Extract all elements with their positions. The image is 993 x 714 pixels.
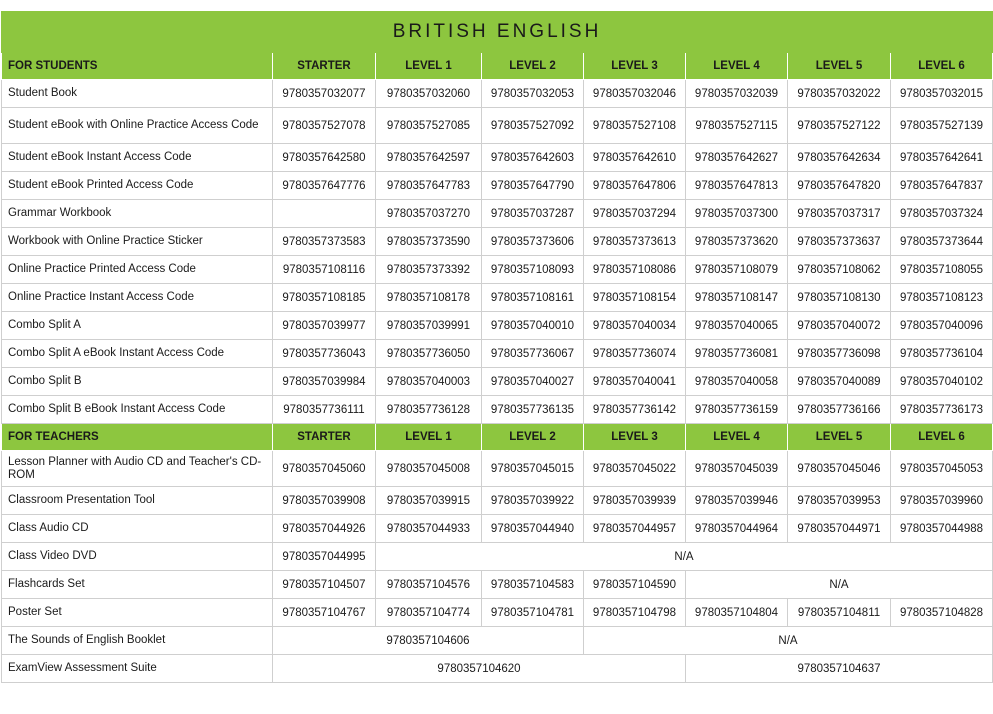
isbn-cell: 9780357045060 bbox=[273, 451, 376, 487]
isbn-cell: 9780357736043 bbox=[273, 340, 376, 368]
column-header: LEVEL 5 bbox=[788, 53, 891, 80]
isbn-cell: 9780357045046 bbox=[788, 451, 891, 487]
isbn-cell: 9780357044926 bbox=[273, 515, 376, 543]
isbn-cell: 9780357032060 bbox=[376, 80, 482, 108]
isbn-cell: 9780357044933 bbox=[376, 515, 482, 543]
isbn-cell: 9780357039939 bbox=[584, 487, 686, 515]
table-row bbox=[2, 571, 993, 599]
column-header: LEVEL 6 bbox=[891, 53, 993, 80]
isbn-cell: 9780357104606 bbox=[273, 627, 584, 655]
isbn-cell: 9780357108062 bbox=[788, 256, 891, 284]
product-name: Poster Set bbox=[2, 599, 273, 627]
isbn-cell: 9780357108116 bbox=[273, 256, 376, 284]
isbn-cell: 9780357032022 bbox=[788, 80, 891, 108]
table-row bbox=[2, 80, 993, 108]
isbn-cell: 9780357044964 bbox=[686, 515, 788, 543]
isbn-cell: 9780357039908 bbox=[273, 487, 376, 515]
isbn-cell: 9780357040027 bbox=[482, 368, 584, 396]
isbn-cell: 9780357647813 bbox=[686, 172, 788, 200]
isbn-table bbox=[1, 11, 993, 683]
isbn-table-container bbox=[1, 0, 992, 683]
table-row bbox=[2, 599, 993, 627]
table-row bbox=[2, 396, 993, 424]
column-header: LEVEL 1 bbox=[376, 53, 482, 80]
isbn-cell: 9780357373606 bbox=[482, 228, 584, 256]
product-name: The Sounds of English Booklet bbox=[2, 627, 273, 655]
product-name: Workbook with Online Practice Sticker bbox=[2, 228, 273, 256]
table-row bbox=[2, 228, 993, 256]
product-name: Online Practice Instant Access Code bbox=[2, 284, 273, 312]
isbn-cell: 9780357037324 bbox=[891, 200, 993, 228]
isbn-cell: 9780357045053 bbox=[891, 451, 993, 487]
isbn-cell: 9780357039977 bbox=[273, 312, 376, 340]
isbn-cell: 9780357039915 bbox=[376, 487, 482, 515]
table-row bbox=[2, 312, 993, 340]
isbn-cell: 9780357104781 bbox=[482, 599, 584, 627]
product-name: Combo Split A bbox=[2, 312, 273, 340]
isbn-cell: 9780357040102 bbox=[891, 368, 993, 396]
isbn-cell: 9780357642603 bbox=[482, 144, 584, 172]
isbn-cell: 9780357040089 bbox=[788, 368, 891, 396]
isbn-cell: 9780357032015 bbox=[891, 80, 993, 108]
isbn-cell: 9780357736166 bbox=[788, 396, 891, 424]
isbn-cell: 9780357736104 bbox=[891, 340, 993, 368]
product-name: Online Practice Printed Access Code bbox=[2, 256, 273, 284]
isbn-cell: 9780357373583 bbox=[273, 228, 376, 256]
isbn-cell: 9780357527139 bbox=[891, 108, 993, 144]
isbn-cell: 9780357039984 bbox=[273, 368, 376, 396]
table-row bbox=[2, 543, 993, 571]
isbn-cell: N/A bbox=[686, 571, 993, 599]
column-header: STARTER bbox=[273, 424, 376, 451]
isbn-cell: 9780357045039 bbox=[686, 451, 788, 487]
column-header: LEVEL 5 bbox=[788, 424, 891, 451]
isbn-cell: 9780357373644 bbox=[891, 228, 993, 256]
column-header: LEVEL 2 bbox=[482, 424, 584, 451]
column-header: LEVEL 6 bbox=[891, 424, 993, 451]
isbn-cell: 9780357045022 bbox=[584, 451, 686, 487]
column-header: LEVEL 3 bbox=[584, 53, 686, 80]
isbn-cell: 9780357045008 bbox=[376, 451, 482, 487]
isbn-cell: 9780357104828 bbox=[891, 599, 993, 627]
table-row bbox=[2, 256, 993, 284]
isbn-cell: 9780357045015 bbox=[482, 451, 584, 487]
isbn-cell: 9780357647806 bbox=[584, 172, 686, 200]
table-row bbox=[2, 284, 993, 312]
isbn-cell: 9780357736159 bbox=[686, 396, 788, 424]
isbn-cell: 9780357527115 bbox=[686, 108, 788, 144]
product-name: Combo Split A eBook Instant Access Code bbox=[2, 340, 273, 368]
isbn-cell: 9780357647783 bbox=[376, 172, 482, 200]
isbn-cell: 9780357108147 bbox=[686, 284, 788, 312]
table-row bbox=[2, 368, 993, 396]
isbn-cell: 9780357647776 bbox=[273, 172, 376, 200]
product-name: Class Audio CD bbox=[2, 515, 273, 543]
isbn-cell: 9780357527108 bbox=[584, 108, 686, 144]
isbn-cell: 9780357037287 bbox=[482, 200, 584, 228]
isbn-cell: 9780357044940 bbox=[482, 515, 584, 543]
isbn-cell: 9780357642610 bbox=[584, 144, 686, 172]
isbn-cell bbox=[273, 200, 376, 228]
isbn-cell: 9780357039991 bbox=[376, 312, 482, 340]
isbn-cell: 9780357527085 bbox=[376, 108, 482, 144]
table-row bbox=[2, 627, 993, 655]
isbn-cell: 9780357736050 bbox=[376, 340, 482, 368]
column-header: LEVEL 1 bbox=[376, 424, 482, 451]
isbn-cell: 9780357037294 bbox=[584, 200, 686, 228]
isbn-cell: 9780357736135 bbox=[482, 396, 584, 424]
isbn-cell: 9780357736111 bbox=[273, 396, 376, 424]
isbn-cell: 9780357040065 bbox=[686, 312, 788, 340]
isbn-cell: 9780357104507 bbox=[273, 571, 376, 599]
isbn-cell: 9780357736081 bbox=[686, 340, 788, 368]
isbn-cell: 9780357044995 bbox=[273, 543, 376, 571]
isbn-cell: 9780357736098 bbox=[788, 340, 891, 368]
product-name: Student eBook Printed Access Code bbox=[2, 172, 273, 200]
isbn-cell: 9780357647820 bbox=[788, 172, 891, 200]
isbn-cell: 9780357104637 bbox=[686, 655, 993, 683]
column-header: LEVEL 4 bbox=[686, 424, 788, 451]
isbn-cell: 9780357108178 bbox=[376, 284, 482, 312]
table-row bbox=[2, 172, 993, 200]
isbn-cell: 9780357373613 bbox=[584, 228, 686, 256]
isbn-cell: 9780357032046 bbox=[584, 80, 686, 108]
table-row bbox=[2, 451, 993, 487]
isbn-cell: 9780357527078 bbox=[273, 108, 376, 144]
product-name: Combo Split B eBook Instant Access Code bbox=[2, 396, 273, 424]
product-name: Grammar Workbook bbox=[2, 200, 273, 228]
isbn-cell: 9780357044971 bbox=[788, 515, 891, 543]
isbn-cell: 9780357642597 bbox=[376, 144, 482, 172]
isbn-cell: 9780357642634 bbox=[788, 144, 891, 172]
students-header-row bbox=[2, 53, 993, 80]
column-header: LEVEL 2 bbox=[482, 53, 584, 80]
product-name: ExamView Assessment Suite bbox=[2, 655, 273, 683]
isbn-cell: 9780357104774 bbox=[376, 599, 482, 627]
isbn-cell: 9780357108093 bbox=[482, 256, 584, 284]
product-name: Combo Split B bbox=[2, 368, 273, 396]
isbn-cell: 9780357037270 bbox=[376, 200, 482, 228]
product-name: Student Book bbox=[2, 80, 273, 108]
isbn-cell: 9780357037300 bbox=[686, 200, 788, 228]
isbn-cell: 9780357040003 bbox=[376, 368, 482, 396]
isbn-cell: 9780357736074 bbox=[584, 340, 686, 368]
isbn-cell: N/A bbox=[584, 627, 993, 655]
isbn-cell: 9780357736128 bbox=[376, 396, 482, 424]
table-row bbox=[2, 655, 993, 683]
product-name: Classroom Presentation Tool bbox=[2, 487, 273, 515]
isbn-cell: 9780357104583 bbox=[482, 571, 584, 599]
product-name: Flashcards Set bbox=[2, 571, 273, 599]
isbn-cell: N/A bbox=[376, 543, 993, 571]
isbn-cell: 9780357039922 bbox=[482, 487, 584, 515]
section-label: FOR TEACHERS bbox=[2, 424, 273, 451]
table-title: BRITISH ENGLISH bbox=[2, 12, 993, 53]
isbn-cell: 9780357108185 bbox=[273, 284, 376, 312]
isbn-cell: 9780357032053 bbox=[482, 80, 584, 108]
teachers-header-row bbox=[2, 424, 993, 451]
product-name: Class Video DVD bbox=[2, 543, 273, 571]
isbn-cell: 9780357104804 bbox=[686, 599, 788, 627]
column-header: STARTER bbox=[273, 53, 376, 80]
isbn-cell: 9780357104576 bbox=[376, 571, 482, 599]
table-row bbox=[2, 515, 993, 543]
isbn-cell: 9780357736173 bbox=[891, 396, 993, 424]
isbn-cell: 9780357108130 bbox=[788, 284, 891, 312]
product-name: Lesson Planner with Audio CD and Teacher's CD-ROM bbox=[2, 451, 273, 487]
table-row bbox=[2, 144, 993, 172]
table-row bbox=[2, 200, 993, 228]
isbn-cell: 9780357373392 bbox=[376, 256, 482, 284]
isbn-cell: 9780357373637 bbox=[788, 228, 891, 256]
isbn-cell: 9780357040058 bbox=[686, 368, 788, 396]
isbn-cell: 9780357527122 bbox=[788, 108, 891, 144]
isbn-cell: 9780357040010 bbox=[482, 312, 584, 340]
table-row bbox=[2, 340, 993, 368]
isbn-cell: 9780357373590 bbox=[376, 228, 482, 256]
isbn-cell: 9780357642641 bbox=[891, 144, 993, 172]
isbn-cell: 9780357104811 bbox=[788, 599, 891, 627]
table-row bbox=[2, 108, 993, 144]
isbn-cell: 9780357104767 bbox=[273, 599, 376, 627]
isbn-cell: 9780357373620 bbox=[686, 228, 788, 256]
isbn-cell: 9780357104798 bbox=[584, 599, 686, 627]
column-header: LEVEL 4 bbox=[686, 53, 788, 80]
column-header: LEVEL 3 bbox=[584, 424, 686, 451]
isbn-cell: 9780357044957 bbox=[584, 515, 686, 543]
isbn-cell: 9780357108161 bbox=[482, 284, 584, 312]
isbn-cell: 9780357642627 bbox=[686, 144, 788, 172]
product-name: Student eBook with Online Practice Access Code bbox=[2, 108, 273, 144]
product-name: Student eBook Instant Access Code bbox=[2, 144, 273, 172]
isbn-cell: 9780357527092 bbox=[482, 108, 584, 144]
isbn-cell: 9780357108079 bbox=[686, 256, 788, 284]
isbn-cell: 9780357642580 bbox=[273, 144, 376, 172]
section-label: FOR STUDENTS bbox=[2, 53, 273, 80]
isbn-cell: 9780357736067 bbox=[482, 340, 584, 368]
isbn-cell: 9780357108154 bbox=[584, 284, 686, 312]
isbn-cell: 9780357040034 bbox=[584, 312, 686, 340]
table-body bbox=[2, 53, 993, 683]
isbn-cell: 9780357104620 bbox=[273, 655, 686, 683]
isbn-cell: 9780357647837 bbox=[891, 172, 993, 200]
isbn-cell: 9780357108086 bbox=[584, 256, 686, 284]
table-row bbox=[2, 487, 993, 515]
isbn-cell: 9780357104590 bbox=[584, 571, 686, 599]
isbn-cell: 9780357039946 bbox=[686, 487, 788, 515]
isbn-cell: 9780357108123 bbox=[891, 284, 993, 312]
isbn-cell: 9780357039953 bbox=[788, 487, 891, 515]
isbn-cell: 9780357736142 bbox=[584, 396, 686, 424]
isbn-cell: 9780357032039 bbox=[686, 80, 788, 108]
isbn-cell: 9780357647790 bbox=[482, 172, 584, 200]
isbn-cell: 9780357044988 bbox=[891, 515, 993, 543]
isbn-cell: 9780357040072 bbox=[788, 312, 891, 340]
isbn-cell: 9780357032077 bbox=[273, 80, 376, 108]
isbn-cell: 9780357040096 bbox=[891, 312, 993, 340]
isbn-cell: 9780357108055 bbox=[891, 256, 993, 284]
isbn-cell: 9780357040041 bbox=[584, 368, 686, 396]
isbn-cell: 9780357039960 bbox=[891, 487, 993, 515]
isbn-cell: 9780357037317 bbox=[788, 200, 891, 228]
